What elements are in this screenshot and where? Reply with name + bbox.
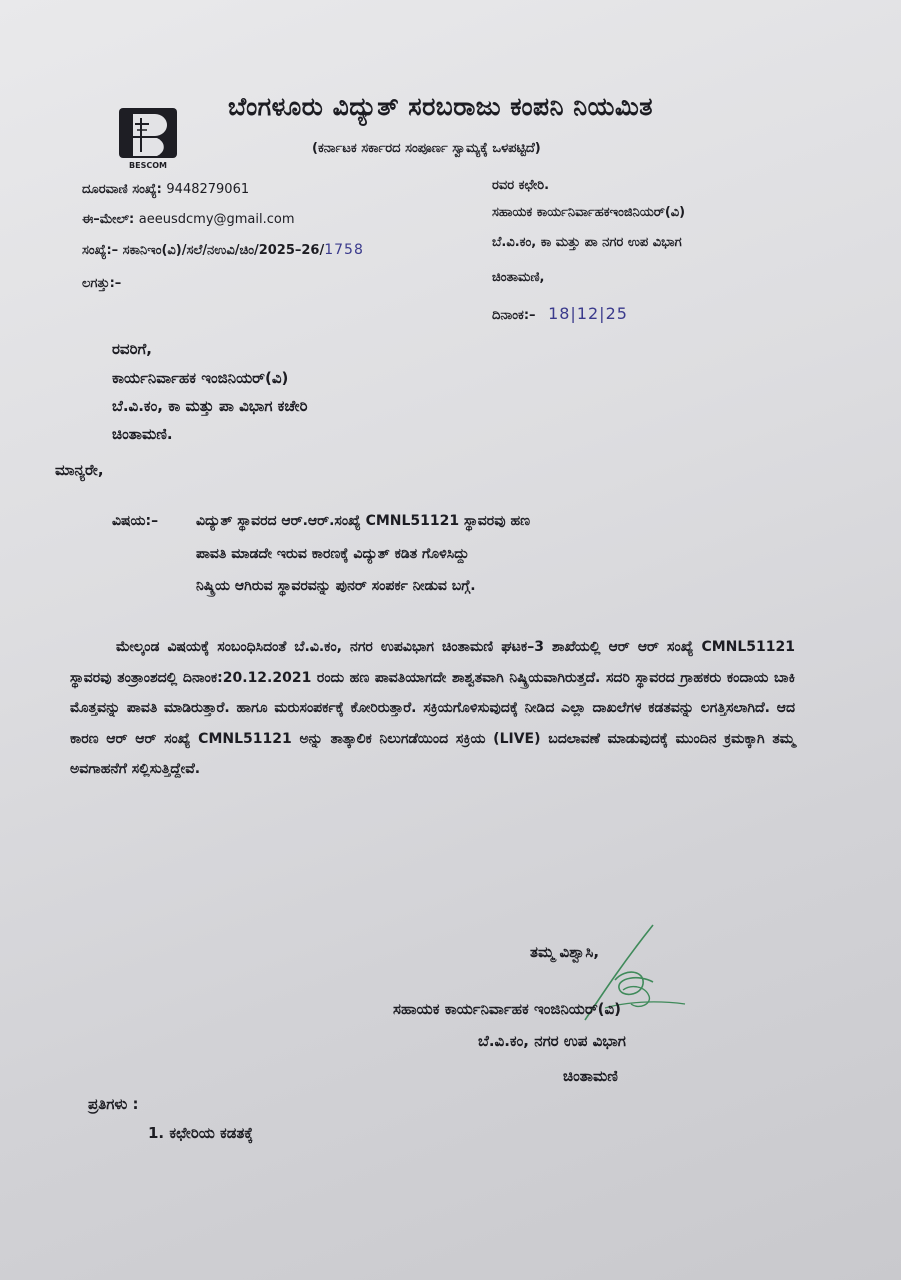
signature-designation: ಸಹಾಯಕ ಕಾರ್ಯನಿರ್ವಾಹಕ ಇಂಜಿನಿಯರ್(ವಿ): [393, 1000, 622, 1018]
office-division: ಬೆ.ವಿ.ಕಂ, ಕಾ ಮತ್ತು ಪಾ ನಗರ ಉಪ ವಿಭಾಗ: [492, 235, 682, 250]
date-handwritten: 18|12|25: [548, 304, 628, 323]
email-line: [82, 212, 295, 227]
enclosure-label: ಲಗತ್ತು:–: [82, 276, 122, 291]
subject-line-1: ವಿದ್ಯುತ್ ಸ್ಥಾವರದ ಆರ್.ಆರ್.ಸಂಖ್ಯೆ CMNL51121 ಸ್ಥಾವರವು ಹಣ: [196, 513, 531, 529]
recipient-office: ಬೆ.ವಿ.ಕಂ, ಕಾ ಮತ್ತು ಪಾ ವಿಭಾಗ ಕಚೇರಿ: [112, 397, 308, 415]
reference-line: [82, 242, 364, 258]
subject-line-3: ನಿಷ್ಕ್ರಿಯ ಆಗಿರುವ ಸ್ಥಾವರವನ್ನು ಪುನರ್ ಸಂಪರ್ಕ ನೀಡುವ ಬಗ್ಗೆ.: [196, 578, 476, 594]
subject-label: ವಿಷಯ:–: [112, 513, 159, 529]
email-value: aeeusdcmy@gmail.com: [138, 212, 295, 227]
reference-value: ಸಕಾನಿಇಂ(ವಿ)/ಸಲೆ/ನಉವಿ/ಚಿಂ/2025–26/: [122, 243, 325, 258]
recipient-place: ಚಿಂತಾಮಣಿ.: [112, 425, 173, 443]
phone-label: ದೂರವಾಣಿ ಸಂಖ್ಯೆ:: [82, 182, 162, 197]
signature-closing: ತಮ್ಮ ವಿಶ್ವಾಸಿ,: [530, 943, 600, 961]
salutation: ಮಾನ್ಯರೇ,: [55, 461, 104, 479]
copies-item-1: 1. ಕಛೇರಿಯ ಕಡತಕ್ಕೆ: [148, 1124, 254, 1142]
bescom-logo: [113, 100, 189, 172]
reference-handwritten-number: 1758: [324, 242, 364, 258]
copies-label: ಪ್ರತಿಗಳು :: [88, 1095, 139, 1113]
date-line: [492, 304, 628, 323]
organization-name: ಬೆಂಗಳೂರು ವಿದ್ಯುತ್ ಸರಬರಾಜು ಕಂಪನಿ ನಿಯಮಿತ: [228, 92, 654, 121]
phone-value: 9448279061: [166, 182, 250, 197]
letter-body: [70, 632, 795, 785]
email-label: ಈ–ಮೇಲ್:: [82, 212, 135, 227]
date-label: ದಿನಾಂಕ:–: [492, 308, 536, 323]
subject-line-2: ಪಾವತಿ ಮಾಡದೇ ಇರುವ ಕಾರಣಕ್ಕೆ ವಿದ್ಯುತ್ ಕಡಿತ ಗೊಳಿಸಿದ್ದು: [196, 546, 469, 562]
signature-office: ಬೆ.ವಿ.ಕಂ, ನಗರ ಉಪ ವಿಭಾಗ: [478, 1032, 626, 1050]
office-line: ರವರ ಕಛೇರಿ.: [492, 178, 550, 193]
logo-text: BESCOM: [129, 161, 167, 170]
organization-subtitle: (ಕರ್ನಾಟಕ ಸರ್ಕಾರದ ಸಂಪೂರ್ಣ ಸ್ವಾಮ್ಯಕ್ಕೆ ಒಳಪಟ್ಟಿದೆ): [312, 141, 541, 156]
recipient-to: ರವರಿಗೆ,: [112, 340, 152, 358]
signature-place: ಚಿಂತಾಮಣಿ: [563, 1067, 618, 1085]
reference-label: ಸಂಖ್ಯೆ:–: [82, 243, 119, 258]
recipient-designation: ಕಾರ್ಯನಿರ್ವಾಹಕ ಇಂಜಿನಿಯರ್(ವಿ): [112, 369, 289, 387]
body-paragraph: ಮೇಲ್ಕಂಡ ವಿಷಯಕ್ಕೆ ಸಂಬಂಧಿಸಿದಂತೆ ಬೆ.ವಿ.ಕಂ, ನಗರ ಉಪವಿಭಾಗ ಚಿಂತಾಮಣಿ ಘಟಕ–3 ಶಾಖೆಯಲ್ಲಿ ಆರ್ ಆರ್ ಸಂಖ್ಯೆ CMNL51121 ಸ್ಥಾವರವು ತಂತ್ರಾಂಶದಲ್ಲಿ ದಿನಾಂಕ:20.12.2021 ರಂದು ಹಣ ಪಾವತಿಯಾಗದೇ ಶಾಶ್ವತವಾಗಿ ನಿಷ್ಕ್ರಿಯವಾಗಿರುತ್ತದೆ. ಸದರಿ ಸ್ಥಾವರದ ಗ್ರಾಹಕರು ಕಂದಾಯ ಬಾಕಿ ಮೊತ್ತವನ್ನು ಪಾವತಿ ಮಾಡಿರುತ್ತಾರೆ. ಹಾಗೂ ಮರುಸಂಪರ್ಕಕ್ಕೆ ಕೋರಿರುತ್ತಾರೆ. ಸಕ್ರಿಯಗೊಳಿಸುವುದಕ್ಕೆ ನೀಡಿದ ಎಲ್ಲಾ ದಾಖಲೆಗಳ ಕಡತವನ್ನು ಲಗತ್ತಿಸಲಾಗಿದೆ. ಆದ ಕಾರಣ ಆರ್ ಆರ್ ಸಂಖ್ಯೆ CMNL51121 ಅನ್ನು ತಾತ್ಕಾಲಿಕ ನಿಲುಗಡೆಯಿಂದ ಸಕ್ರಿಯ (LIVE) ಬದಲಾವಣೆ ಮಾಡುವುದಕ್ಕೆ ಮುಂದಿನ ಕ್ರಮಕ್ಕಾಗಿ ತಮ್ಮ ಅವಗಾಹನೆಗೆ ಸಲ್ಲಿಸುತ್ತಿದ್ದೇವೆ.: [70, 639, 795, 777]
office-place: ಚಿಂತಾಮಣಿ,: [492, 270, 545, 285]
phone-line: [82, 182, 249, 197]
office-designation: ಸಹಾಯಕ ಕಾರ್ಯನಿರ್ವಾಹಕಇಂಜಿನಿಯರ್(ವಿ): [492, 205, 686, 220]
